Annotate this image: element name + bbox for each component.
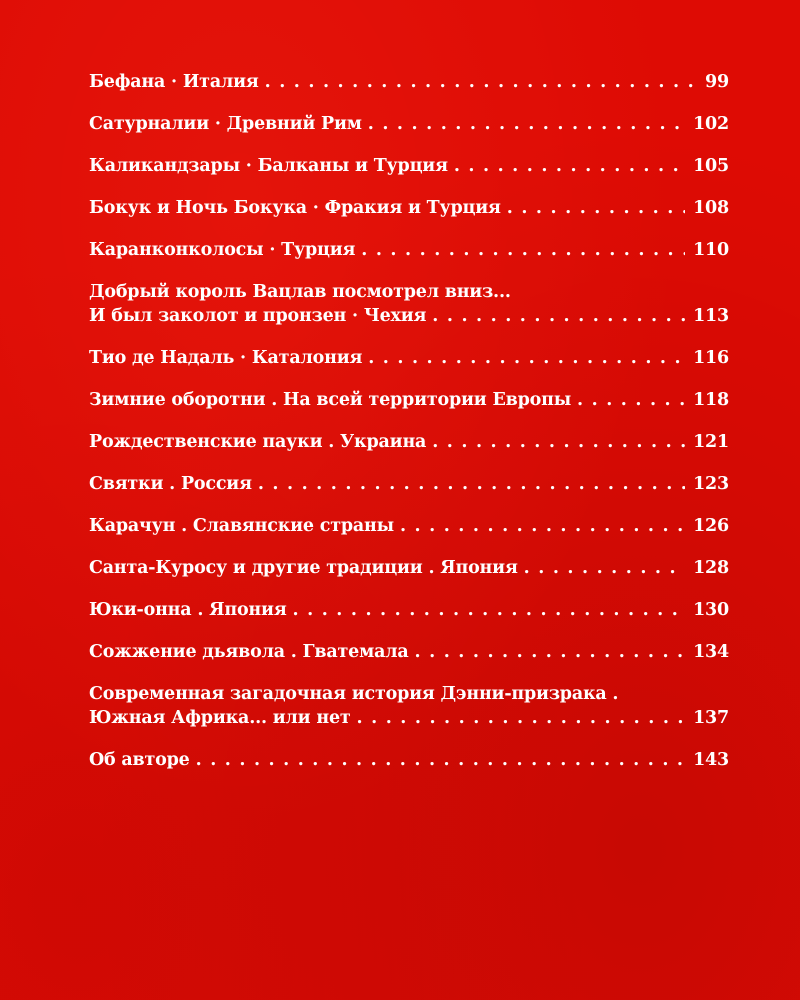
- toc-page-number: 143: [693, 750, 729, 770]
- dot-leader: [400, 514, 685, 538]
- toc-entry-title: Тио де Надаль · Каталония: [89, 348, 363, 368]
- dot-leader: [357, 706, 686, 730]
- toc-entry-title: Карачун . Славянские страны: [89, 516, 394, 536]
- toc-page-number: 113: [693, 306, 729, 326]
- toc-entry[interactable]: [89, 748, 729, 772]
- toc-entry-title: Бокук и Ночь Бокука · Фракия и Турция: [89, 198, 501, 218]
- dot-leader: [196, 748, 685, 772]
- toc-page-number: 134: [693, 642, 729, 662]
- toc-entry[interactable]: [89, 70, 729, 94]
- toc-page-number: 128: [693, 558, 729, 578]
- toc-page-number: 126: [693, 516, 729, 536]
- dot-leader: [258, 472, 685, 496]
- dot-leader: [265, 70, 695, 94]
- toc-entry-title: Бефана · Италия: [89, 72, 259, 92]
- toc-entry-title: Южная Африка... или нет: [89, 708, 351, 728]
- toc-entry[interactable]: [89, 346, 729, 370]
- dot-leader: [368, 112, 685, 136]
- toc-entry-title: Каликандзары · Балканы и Турция: [89, 156, 448, 176]
- table-of-contents: [89, 70, 729, 790]
- toc-entry-title: Сатурналии · Древний Рим: [89, 114, 362, 134]
- toc-entry[interactable]: [89, 388, 729, 412]
- toc-page-number: 137: [693, 708, 729, 728]
- dot-leader: [361, 238, 685, 262]
- dot-leader: [432, 430, 685, 454]
- toc-entry-title: Санта-Куросу и другие традиции . Япония: [89, 558, 518, 578]
- dot-leader: [507, 196, 685, 220]
- toc-entry-title: Каранконколосы · Турция: [89, 240, 356, 260]
- toc-entry[interactable]: [89, 514, 729, 538]
- dot-leader: [577, 388, 685, 412]
- toc-entry[interactable]: [89, 238, 729, 262]
- toc-page-number: 105: [693, 156, 729, 176]
- toc-entry[interactable]: [89, 556, 729, 580]
- toc-entry-title: Сожжение дьявола . Гватемала: [89, 642, 409, 662]
- dot-leader: [368, 346, 685, 370]
- toc-page-number: 108: [693, 198, 729, 218]
- toc-page-number: 99: [705, 72, 729, 92]
- toc-entry-title-line: Современная загадочная история Дэнни-призрака .: [89, 684, 619, 704]
- dot-leader: [454, 154, 685, 178]
- toc-entry[interactable]: [89, 196, 729, 220]
- toc-page-number: 130: [693, 600, 729, 620]
- toc-entry-title: Рождественские пауки . Украина: [89, 432, 427, 452]
- toc-entry-title: Зимние оборотни . На всей территории Европы: [89, 390, 572, 410]
- toc-entry-title: Святки . Россия: [89, 474, 252, 494]
- toc-page-number: 110: [693, 240, 729, 260]
- toc-entry-title: Об авторе: [89, 750, 190, 770]
- toc-page-number: 121: [693, 432, 729, 452]
- toc-page-number: 102: [693, 114, 729, 134]
- toc-entry[interactable]: [89, 472, 729, 496]
- dot-leader: [415, 640, 686, 664]
- dot-leader: [524, 556, 685, 580]
- toc-entry[interactable]: [89, 682, 729, 730]
- toc-entry[interactable]: [89, 280, 729, 328]
- dot-leader: [293, 598, 686, 622]
- toc-entry-title-line: Добрый король Вацлав посмотрел вниз...: [89, 282, 511, 302]
- dot-leader: [432, 304, 685, 328]
- toc-entry[interactable]: [89, 430, 729, 454]
- toc-entry-title: И был заколот и пронзен · Чехия: [89, 306, 427, 326]
- toc-page-number: 116: [693, 348, 729, 368]
- toc-entry[interactable]: [89, 154, 729, 178]
- toc-entry[interactable]: [89, 640, 729, 664]
- toc-entry-title: Юки-онна . Япония: [89, 600, 287, 620]
- toc-page-number: 123: [693, 474, 729, 494]
- toc-entry[interactable]: [89, 112, 729, 136]
- toc-entry[interactable]: [89, 598, 729, 622]
- toc-page-number: 118: [693, 390, 729, 410]
